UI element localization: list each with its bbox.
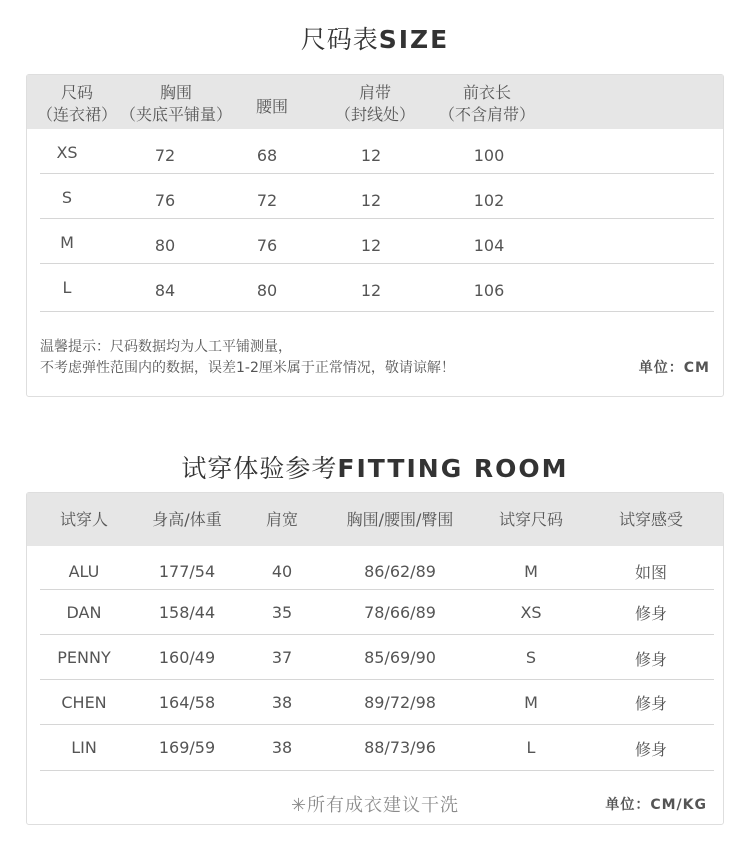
size-unit-label: 单位：CM — [638, 360, 710, 376]
header-size — [35, 82, 119, 126]
header-strap-label: 肩带 — [358, 83, 391, 102]
size-chart-title-en: SIZE — [378, 25, 450, 54]
length-cell: 104 — [473, 236, 505, 255]
header-height-weight: 身高/体重 — [152, 510, 222, 529]
bust-cell: 72 — [154, 146, 176, 165]
header-length-sub: （不含肩带） — [438, 105, 535, 124]
shoulder-cell: 38 — [271, 738, 293, 757]
height-weight-cell: 160/49 — [158, 648, 216, 667]
header-tried-size: 试穿尺码 — [498, 510, 563, 529]
shoulder-cell: 35 — [271, 603, 293, 622]
waist-cell: 72 — [256, 191, 278, 210]
size-chart-title-zh: 尺码表 — [300, 25, 379, 54]
shoulder-cell: 38 — [271, 693, 293, 712]
dry-clean-note: ✳所有成衣建议干洗 — [290, 795, 460, 816]
header-strap — [327, 82, 423, 126]
length-cell: 102 — [473, 191, 505, 210]
measurements-cell: 86/62/89 — [364, 562, 436, 581]
header-shoulder: 肩宽 — [265, 510, 298, 529]
header-length — [431, 82, 543, 126]
header-bust — [117, 82, 235, 126]
measurements-cell: 88/73/96 — [364, 738, 436, 757]
height-weight-cell: 164/58 — [158, 693, 216, 712]
header-size-label: 尺码 — [60, 83, 93, 102]
fitting-room-card — [26, 492, 724, 825]
measurements-cell: 89/72/98 — [364, 693, 436, 712]
height-weight-cell: 169/59 — [158, 738, 216, 757]
fitting-room-title — [0, 449, 750, 485]
waist-cell: 68 — [256, 146, 278, 165]
header-waist — [237, 96, 307, 118]
shoulder-cell: 40 — [271, 562, 293, 581]
strap-cell: 12 — [360, 281, 382, 300]
row-divider — [40, 724, 714, 725]
header-waist-label: 腰围 — [255, 97, 288, 116]
header-measurements: 胸围/腰围/臀围 — [346, 510, 454, 529]
feeling-cell: 修身 — [634, 604, 667, 623]
size-chart-header — [27, 75, 723, 129]
tried-size-cell: M — [524, 562, 538, 581]
tried-size-cell: L — [526, 738, 536, 757]
height-weight-cell: 158/44 — [158, 603, 216, 622]
fitting-unit-label: 单位：CM/KG — [605, 797, 707, 813]
size-cell: L — [62, 278, 72, 297]
row-divider — [40, 263, 714, 264]
measurements-cell: 78/66/89 — [364, 603, 436, 622]
note-line-1: 温馨提示：尺码数据均为人工平铺测量， — [40, 339, 292, 355]
size-chart-card — [26, 74, 724, 397]
bust-cell: 84 — [154, 281, 176, 300]
tester-cell: LIN — [71, 738, 97, 757]
strap-cell: 12 — [360, 236, 382, 255]
tester-cell: ALU — [68, 562, 100, 581]
size-cell: XS — [56, 143, 78, 162]
bust-cell: 76 — [154, 191, 176, 210]
feeling-cell: 修身 — [634, 694, 667, 713]
header-tester: 试穿人 — [59, 510, 108, 529]
size-cell: M — [60, 233, 74, 252]
row-divider — [40, 173, 714, 174]
size-cell: S — [61, 188, 73, 207]
row-divider — [40, 770, 714, 771]
feeling-cell: 如图 — [634, 563, 667, 582]
fitting-room-title-zh: 试穿体验参考 — [181, 454, 338, 483]
tried-size-cell: M — [524, 693, 538, 712]
header-size-sub: （连衣裙） — [36, 105, 117, 124]
feeling-cell: 修身 — [634, 650, 667, 669]
length-cell: 100 — [473, 146, 505, 165]
fitting-header — [27, 493, 723, 546]
row-divider — [40, 218, 714, 219]
height-weight-cell: 177/54 — [158, 562, 216, 581]
tester-cell: CHEN — [61, 693, 107, 712]
waist-cell: 80 — [256, 281, 278, 300]
waist-cell: 76 — [256, 236, 278, 255]
bust-cell: 80 — [154, 236, 176, 255]
tester-cell: PENNY — [57, 648, 111, 667]
row-divider — [40, 634, 714, 635]
shoulder-cell: 37 — [271, 648, 293, 667]
feeling-cell: 修身 — [634, 740, 667, 759]
length-cell: 106 — [473, 281, 505, 300]
tester-cell: DAN — [66, 603, 102, 622]
row-divider — [40, 679, 714, 680]
header-feeling: 试穿感受 — [618, 510, 683, 529]
header-bust-label: 胸围 — [159, 83, 192, 102]
header-bust-sub: （夹底平铺量） — [119, 105, 232, 124]
strap-cell: 12 — [360, 146, 382, 165]
strap-cell: 12 — [360, 191, 382, 210]
size-chart-title — [0, 20, 750, 56]
row-divider — [40, 589, 714, 590]
header-length-label: 前衣长 — [462, 83, 511, 102]
measurement-note — [40, 337, 455, 379]
note-line-2: 不考虑弹性范围内的数据，误差1-2厘米属于正常情况，敬请谅解！ — [40, 360, 455, 376]
measurements-cell: 85/69/90 — [364, 648, 436, 667]
tried-size-cell: S — [525, 648, 537, 667]
row-divider — [40, 311, 714, 312]
header-strap-sub: （封线处） — [334, 105, 415, 124]
tried-size-cell: XS — [520, 603, 542, 622]
fitting-room-title-en: FITTING ROOM — [337, 454, 569, 483]
